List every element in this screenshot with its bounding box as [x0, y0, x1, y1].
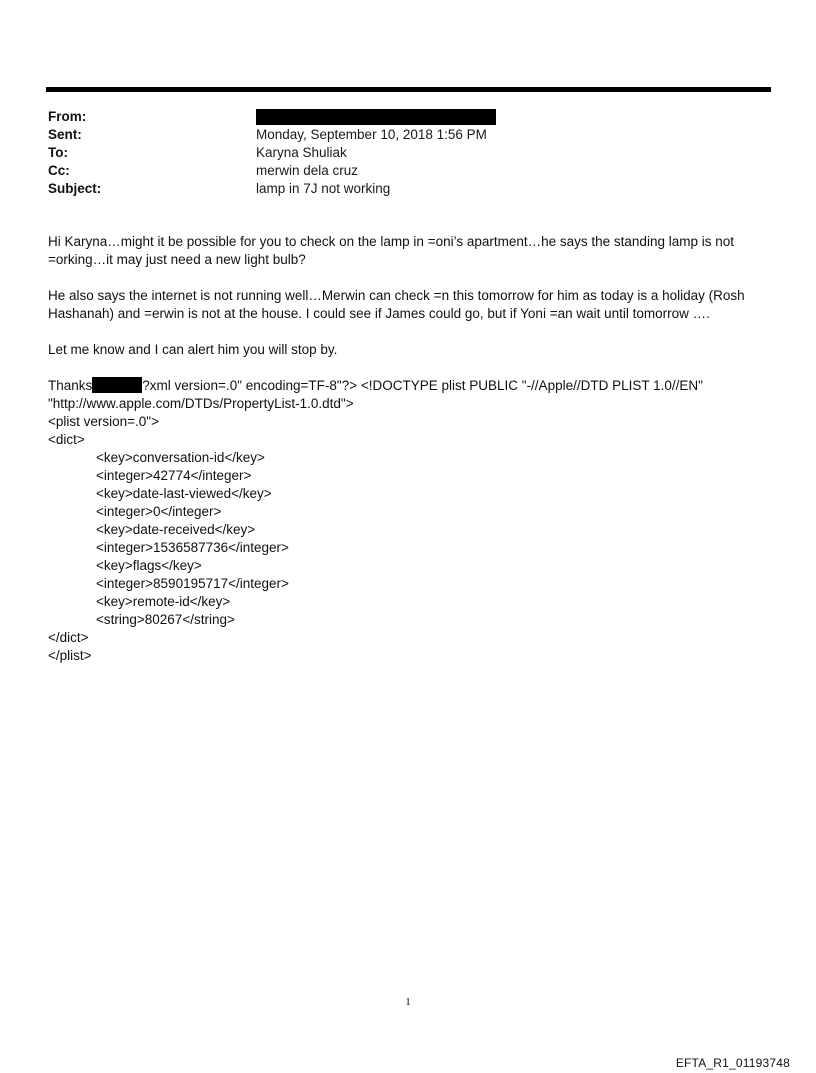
header-divider-rule [46, 87, 771, 92]
signature-redaction-block [92, 377, 142, 393]
plist-line: <key>date-last-viewed</key> [96, 486, 272, 501]
plist-line: <key>date-received</key> [96, 522, 256, 537]
email-body [48, 233, 758, 665]
to-label: To: [48, 145, 68, 160]
thanks-line [48, 377, 758, 395]
from-row [48, 108, 748, 126]
body-paragraph: Let me know and I can alert him you will stop by. [48, 342, 338, 357]
plist-line: <integer>8590195717</integer> [96, 576, 289, 591]
plist-line: <key>conversation-id</key> [96, 450, 265, 465]
sent-row [48, 126, 748, 144]
cc-row [48, 162, 748, 180]
plist-line: <dict> [48, 432, 85, 447]
to-value: Karyna Shuliak [256, 145, 347, 160]
plist-line: <key>flags</key> [96, 558, 202, 573]
plist-line: </dict> [48, 630, 89, 645]
subject-label: Subject: [48, 181, 102, 196]
plist-line: <integer>1536587736</integer> [96, 540, 289, 555]
document-id: EFTA_R1_01193748 [675, 1056, 790, 1070]
sent-label: Sent: [48, 127, 82, 142]
plist-line: </plist> [48, 648, 92, 663]
from-redaction-block [256, 109, 496, 125]
plist-line: <plist version=.0"> [48, 414, 159, 429]
plist-line: <integer>42774</integer> [96, 468, 252, 483]
thanks-suffix: ?xml version=.0" encoding=TF-8"?> <!DOCTYPE plist PUBLIC "-//Apple//DTD PLIST 1.0//EN" [142, 378, 703, 393]
plist-line: <integer>0</integer> [96, 504, 222, 519]
cc-label: Cc: [48, 163, 70, 178]
plist-line: "http://www.apple.com/DTDs/PropertyList-1.0.dtd"> [48, 396, 354, 411]
from-label: From: [48, 109, 87, 124]
page-number: 1 [405, 996, 411, 1008]
cc-value: merwin dela cruz [256, 163, 359, 178]
subject-value: lamp in 7J not working [256, 181, 391, 196]
body-paragraph: Hi Karyna…might it be possible for you to check on the lamp in =oni’s apartment…he says the standing lamp is not =orking…it may just need a new light bulb? [48, 234, 734, 267]
thanks-prefix: Thanks [48, 378, 93, 393]
to-row [48, 144, 748, 162]
from-value [256, 108, 496, 126]
body-paragraph: He also says the internet is not running well…Merwin can check =n this tomorrow for him as today is a holiday (Rosh Hashanah) and =erwin is not at the house. I could see if James could go, but if Yoni =an wait until tomorrow …. [48, 288, 745, 321]
plist-line: <key>remote-id</key> [96, 594, 231, 609]
plist-line: <string>80267</string> [96, 612, 235, 627]
subject-row [48, 180, 748, 198]
sent-value: Monday, September 10, 2018 1:56 PM [256, 127, 487, 142]
email-header [48, 108, 748, 198]
